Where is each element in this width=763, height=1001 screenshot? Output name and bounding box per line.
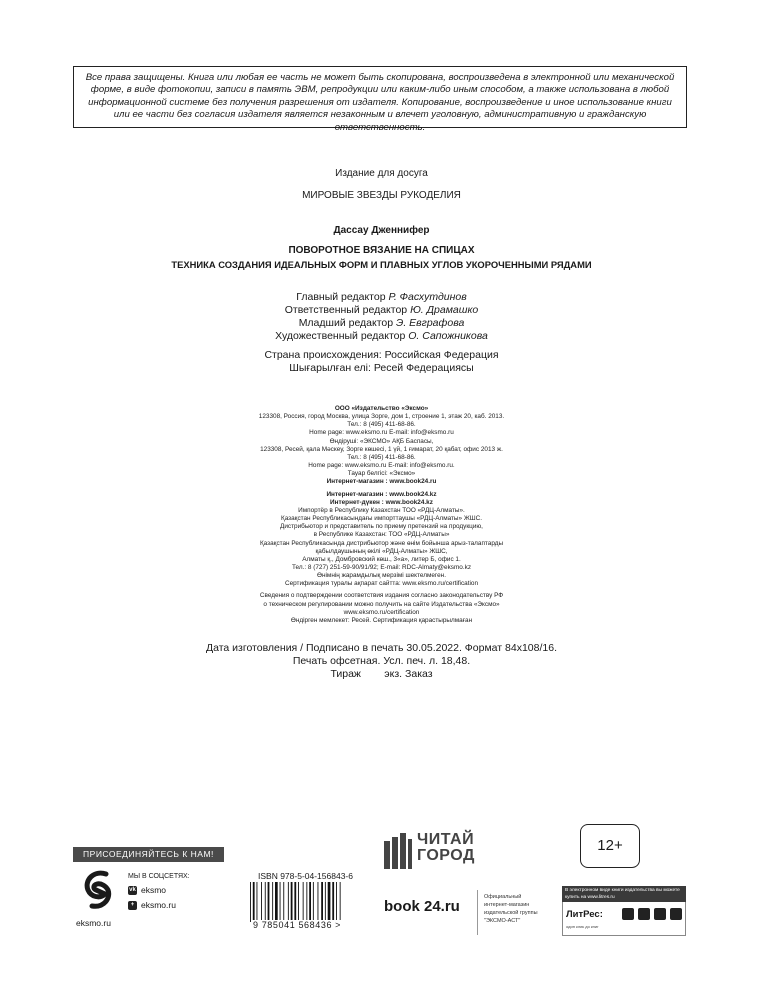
- barcode-bar: [318, 882, 319, 922]
- litres-heading: В электронном виде книги издательства вы можете купить на www.litres.ru: [562, 886, 686, 902]
- barcode-bar: [303, 882, 304, 922]
- barcode-bar: [309, 882, 311, 922]
- age-rating-badge: 12+: [580, 824, 640, 868]
- publisher-line: о техническом регулировании можно получить на сайте Издательства «Эксмо»: [263, 600, 500, 608]
- book-subtitle: ТЕХНИКА СОЗДАНИЯ ИДЕАЛЬНЫХ ФОРМ И ПЛАВНЫХ УГЛОВ УКОРОЧЕННЫМИ РЯДАМИ: [171, 259, 592, 270]
- publisher-line: қабылдаушының өкілі «РДЦ-Алматы» ЖШС,: [315, 547, 448, 555]
- plus-icon: +: [128, 901, 137, 910]
- barcode-bar: [272, 882, 273, 922]
- android-icon: [638, 908, 650, 920]
- barcode-bar: [257, 882, 258, 922]
- barcode-bar: [298, 882, 299, 922]
- publisher-line: 123308, Ресей, қала Мәскеу, Зорге көшесі, 1 үй, 1 ғимарат, 20 қабат, офис 2013 ж.: [260, 445, 503, 453]
- copyright-notice: Все права защищены. Книга или любая ее часть не может быть скопирована, воспроизведена в электронной или механической форме, в виде фотокопии, записи в память ЭВМ, репродукции или каким-либо иным способом, а также использована в любой информационной системе без получения разрешения от издателя. Копирование, воспроизведение и иное использование книги или ее части без согласия издателя является незаконным и влечет уголовную, административную и гражданскую ответственность.: [73, 66, 687, 128]
- barcode-bar: [336, 882, 337, 922]
- publisher-info: [0, 405, 763, 625]
- vk-icon: vk: [129, 886, 136, 893]
- publisher-line: Дистрибьютор и представитель по приему претензий на продукцию,: [280, 523, 483, 531]
- print-info: Дата изготовления / Подписано в печать 30.05.2022. Формат 84x108/16. Печать офсетная. Усл. печ. л. 18,48. Тираж экз. Заказ: [206, 642, 557, 680]
- publisher-line: Өндірген мемлекет: Ресей. Сертификация қарастырылмаған: [290, 616, 473, 624]
- eksmo-logo-icon: [80, 868, 116, 912]
- barcode-bar: [288, 882, 289, 922]
- barcode-bar: [275, 882, 278, 922]
- publisher-line: Алматы қ., Домбровский көш., 3«а», литер Б, офис 1.: [302, 555, 461, 563]
- publisher-line: Сведения о подтверждении соответствия издания согласно законодательству РФ: [259, 592, 504, 600]
- barcode-bar: [261, 882, 262, 922]
- author-name: Дассау Дженнифер: [333, 225, 430, 236]
- apple-icon: [622, 908, 634, 920]
- editor-row: Ответственный редактор Ю. Драмашко: [284, 304, 479, 316]
- publisher-line: Интернет-магазин : www.book24.kz: [326, 490, 437, 498]
- publisher-line: Home page: www.eksmo.ru E-mail: info@eksmo.ru: [309, 429, 454, 437]
- barcode-bar: [328, 882, 331, 922]
- series-name: МИРОВЫЕ ЗВЕЗДЫ РУКОДЕЛИЯ: [302, 190, 461, 201]
- litres-tagline: один клик до книг: [566, 924, 599, 929]
- barcode-bar: [250, 882, 251, 922]
- publisher-line: Сертификация туралы ақпарат сайтта: www.eksmo.ru/certification: [284, 580, 479, 588]
- publisher-line: Интернет-дүкен : www.book24.kz: [330, 498, 433, 506]
- barcode-bar: [340, 882, 341, 922]
- publisher-line: Өндіруші: «ЭКСМО» АҚБ Баспасы,: [329, 437, 434, 445]
- barcode-bar: [321, 882, 323, 922]
- barcode-bar: [306, 882, 307, 922]
- publisher-line: 123308, Россия, город Москва, улица Зорге, дом 1, строение 1, этаж 20, каб. 2013.: [258, 413, 505, 421]
- eksmo-site[interactable]: eksmo.ru: [76, 918, 111, 928]
- editor-row: Художественный редактор О. Сапожникова: [275, 330, 488, 342]
- windows-phone-icon: [654, 908, 666, 920]
- publisher-line: Интернет-магазин : www.book24.ru: [326, 478, 437, 486]
- publisher-line: Тауар белгісі: «Эксмо»: [347, 470, 416, 478]
- editor-row: Главный редактор Р. Фасхутдинов: [296, 291, 467, 303]
- publisher-line: Өнімнің жарамдылық мерзімі шектелмеген.: [317, 572, 446, 580]
- book24-logo[interactable]: book 24.ru: [384, 898, 460, 915]
- publisher-line: Қазақстан Республикасындағы импорттаушы «РДЦ-Алматы» ЖШС.: [280, 515, 483, 523]
- book24-official-text: Официальный интернет-магазин издательской группы "ЭКСМО-АСТ": [484, 894, 538, 924]
- barcode-bar: [268, 882, 270, 922]
- barcode-bar: [253, 882, 255, 922]
- publisher-line: Тел.: 8 (495) 411-68-86.: [347, 421, 416, 429]
- editor-row: Младший редактор Э. Евграфова: [298, 317, 465, 329]
- country-of-origin: Страна происхождения: Российская Федерация Шығарылған елі: Ресей Федерациясы: [264, 349, 499, 374]
- publisher-line: в Республике Казахстан: ТОО «РДЦ-Алматы»: [313, 531, 450, 539]
- barcode-bar: [283, 882, 284, 922]
- publisher-line: Тел.: 8 (495) 411-68-86.: [347, 453, 416, 461]
- chitai-gorod-logo-icon: [384, 833, 412, 869]
- social-title: МЫ В СОЦСЕТЯХ:: [128, 873, 190, 880]
- publisher-line: Импортёр в Республику Казахстан ТОО «РДЦ-Алматы».: [298, 506, 465, 514]
- social-site[interactable]: + eksmo.ru: [128, 900, 176, 910]
- barcode-bar: [291, 882, 293, 922]
- isbn: ISBN 978-5-04-156843-6: [258, 871, 353, 881]
- join-banner: ПРИСОЕДИНЯЙТЕСЬ К НАМ!: [73, 847, 224, 862]
- editors-list: [0, 291, 763, 343]
- publisher-line: www.eksmo.ru/certification: [343, 608, 420, 616]
- windows-icon: [670, 908, 682, 920]
- barcode-bar: [265, 882, 266, 922]
- barcode-bar: [294, 882, 296, 922]
- divider: [477, 890, 478, 935]
- barcode-number: 9 785041 568436 >: [253, 920, 342, 930]
- barcode-bar: [313, 882, 314, 922]
- barcode-bar: [325, 882, 326, 922]
- publisher-line: ООО «Издательство «Эксмо»: [334, 405, 429, 412]
- publisher-line: Тел.: 8 (727) 251-59-90/91/92; E-mail: RDC-Almaty@eksmo.kz: [291, 563, 472, 571]
- book-title: ПОВОРОТНОЕ ВЯЗАНИЕ НА СПИЦАХ: [288, 245, 475, 256]
- litres-logo[interactable]: ЛитРес:: [566, 909, 603, 920]
- publisher-line: Home page: www.eksmo.ru E-mail: info@eksmo.ru.: [308, 462, 455, 470]
- barcode-bar: [280, 882, 281, 922]
- barcode-bar: [332, 882, 334, 922]
- platform-icons: [622, 908, 682, 920]
- social-vk[interactable]: vk eksmo: [129, 885, 167, 895]
- edition-type: Издание для досуга: [335, 168, 428, 179]
- chitai-gorod-text: ЧИТАЙ ГОРОД: [417, 831, 475, 864]
- publisher-line: Қазақстан Республикасында дистрибьютор және өнім бойынша арыз-талаптарды: [259, 539, 504, 547]
